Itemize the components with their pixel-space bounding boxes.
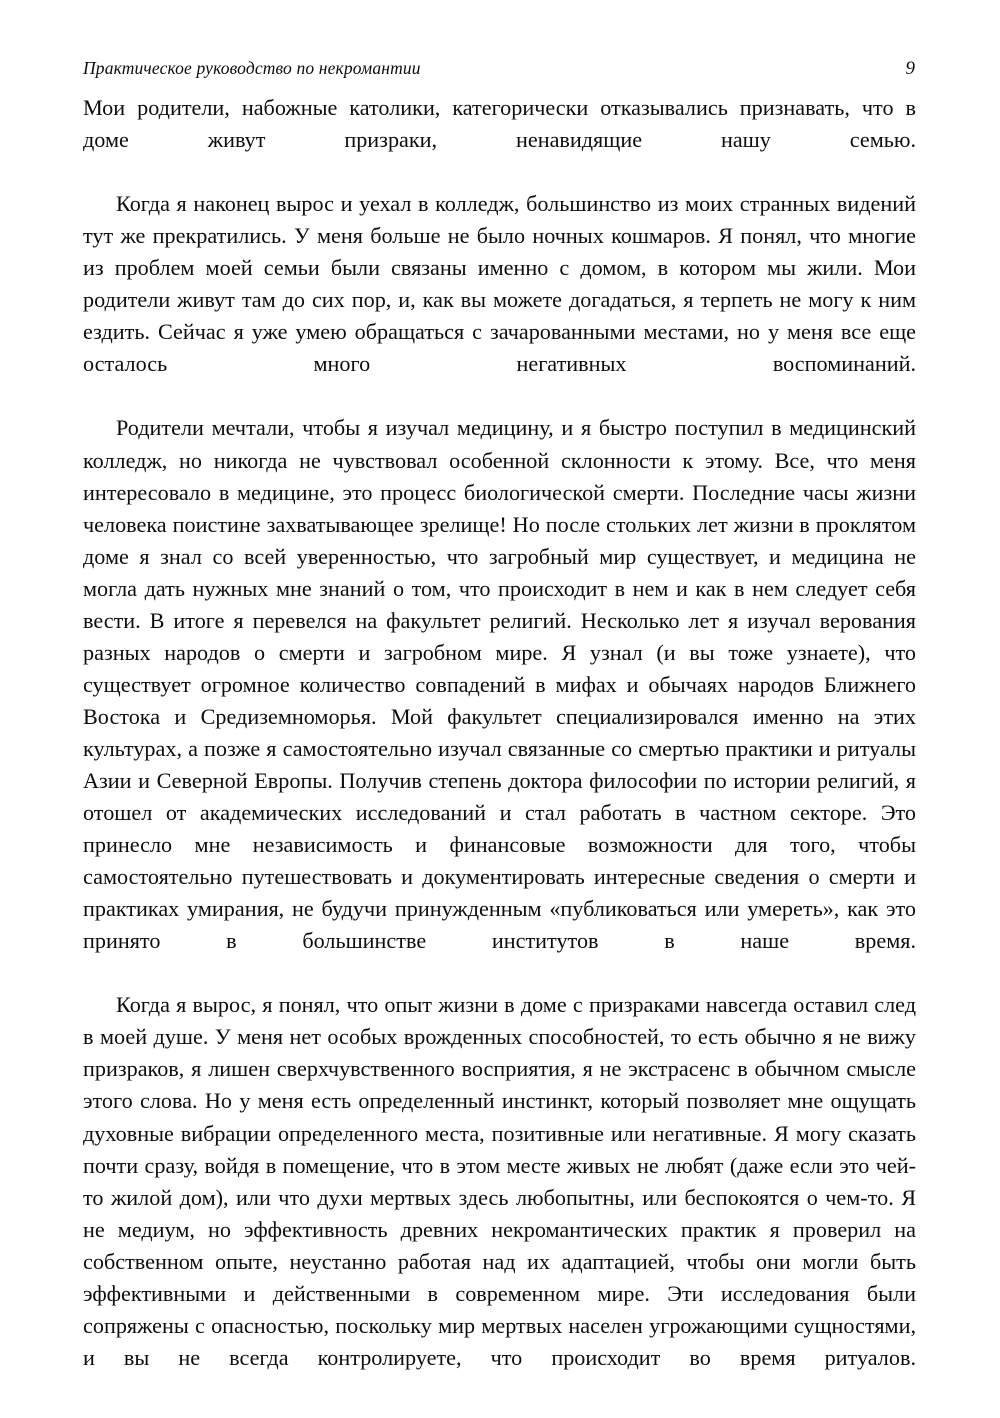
running-head xyxy=(83,58,915,84)
paragraph-1: Мои родители, набожные католики, категорически отказывались признавать, что в доме живут призраки, ненавидящие нашу семью. xyxy=(83,95,916,153)
paragraph-3: Родители мечтали, чтобы я изучал медицину, и я быстро поступил в медицинский колледж, но никогда не чувствовал особенной склонности к этому. Все, что меня интересовало в медицине, это процесс биологической смерти. Последние часы жизни человека поистине захватывающее зрелище! Но после стольких лет жизни в проклятом доме я знал со всей уверенностью, что загробный мир существует, и медицина не могла дать нужных мне знаний о том, что происходит в нем и как в нем следует себя вести. В итоге я перевелся на факультет религий. Несколько лет я изучал верования разных народов о смерти и загробном мире. Я узнал (и вы тоже узнаете), что существует огромное количество совпадений в мифах и обычаях народов Ближнего Востока и Средиземноморья. Мой факультет специализировался именно на этих культурах, а позже я самостоятельно изучал связанные со смертью практики и ритуалы Азии и Северной Европы. Получив степень доктора философии по истории религий, я отошел от академических исследований и стал работать в частном секторе. Это принесло мне независимость и финансовые возможности для того, чтобы самостоятельно путешествовать и документировать интересные сведения о смерти и практиках умирания, не будучи принужденным «публиковаться или умереть», как это принято в большинстве институтов в наше время. xyxy=(83,415,916,954)
page-number: 9 xyxy=(905,58,915,79)
running-head-title: Практическое руководство по некромантии xyxy=(83,58,421,78)
body-text-block xyxy=(83,92,916,1406)
paragraph-4: Когда я вырос, я понял, что опыт жизни в доме с призраками навсегда оставил след в моей душе. У меня нет особых врожденных способностей, то есть обычно я не вижу призраков, я лишен сверхчувственного восприятия, я не экстрасенс в обычном смысле этого слова. Но у меня есть определенный инстинкт, который позволяет мне ощущать духовные вибрации определенного места, позитивные или негативные. Я могу сказать почти сразу, войдя в помещение, что в этом месте живых не любят (даже если это чей-то жилой дом), или что духи мертвых здесь любопытны, или беспокоятся о чем-то. Я не медиум, но эффективность древних некромантических практик я проверил на собственном опыте, неустанно работая над их адаптацией, чтобы они могли быть эффективными и действенными в современном мире. Эти исследования были сопряжены с опасностью, поскольку мир мертвых населен угрожающими сущностями, и вы не всегда контролируете, что происходит во время ритуалов. xyxy=(83,992,916,1370)
paragraph-2: Когда я наконец вырос и уехал в колледж, большинство из моих странных видений тут же прекратились. У меня больше не было ночных кошмаров. Я понял, что многие из проблем моей семьи были связаны именно с домом, в котором мы жили. Мои родители живут там до сих пор, и, как вы можете догадаться, я терпеть не могу к ним ездить. Сейчас я уже умею обращаться с зачарованными местами, но у меня все еще осталось много негативных воспоминаний. xyxy=(83,191,916,377)
